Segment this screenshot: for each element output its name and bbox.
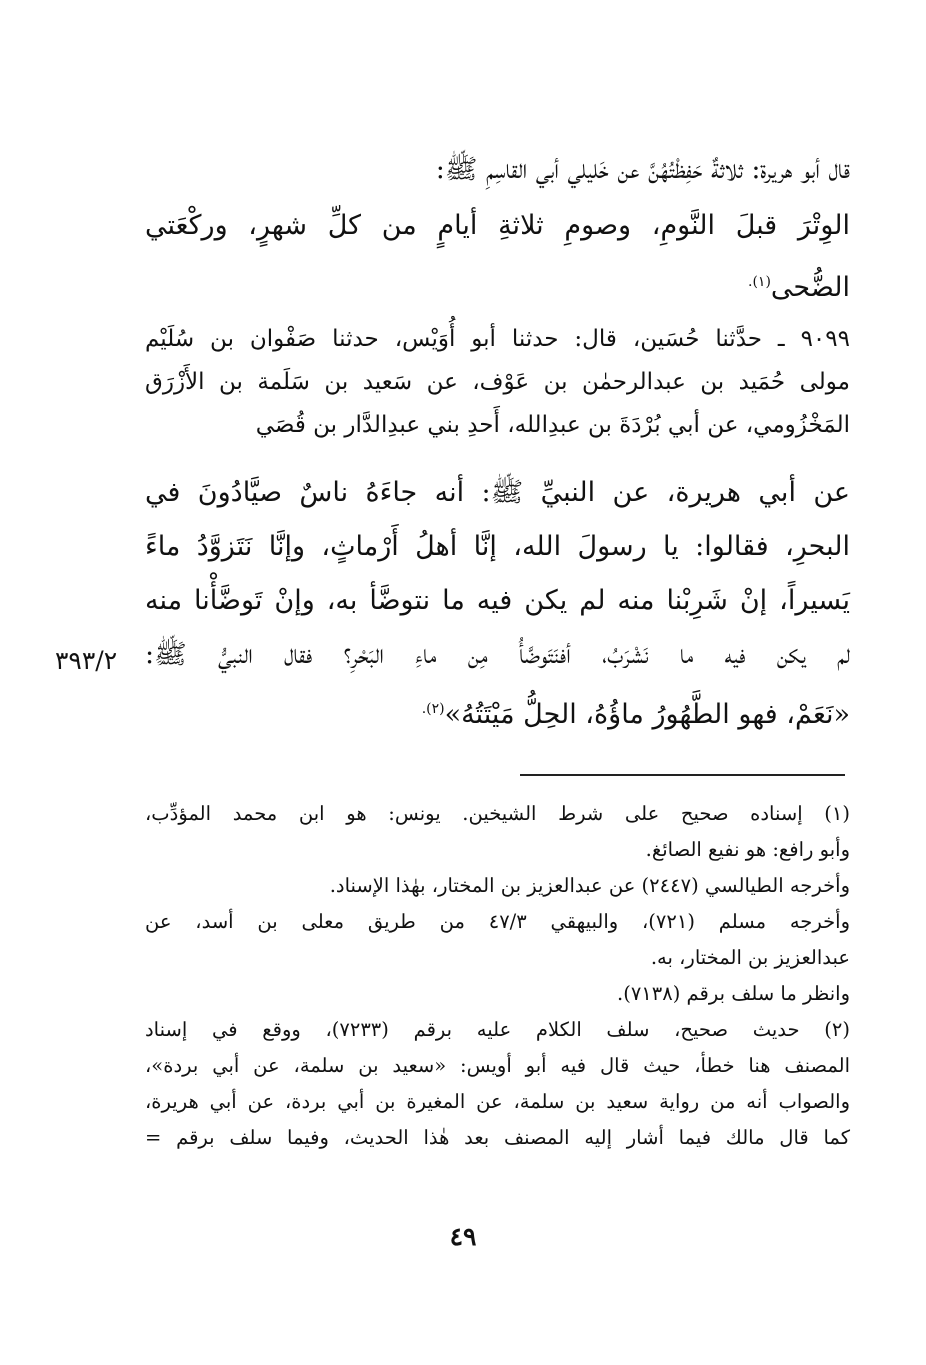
footnote-line: والصواب أنه من رواية سعيد بن سلمة، عن المغيرة بن أبي بردة، عن أبي هريرة، xyxy=(145,1090,850,1113)
footnote-line: (٢) حديث صحيح، سلف الكلام عليه برقم (٧٢٣٣)، ووقع في إسناد xyxy=(145,1018,850,1041)
margin-reference: ٣٩٣/٢ xyxy=(55,646,118,675)
text-line xyxy=(145,254,850,316)
footnote-line: وأبو رافع: هو نفيع الصائغ. xyxy=(645,838,850,861)
text-line: ٩٠٩٩ ـ حدَّثنا حُسَين، قال: حدثنا أبو أُوَيْس، حدثنا صَفْوان بن سُلَيْم xyxy=(145,326,850,352)
hadith-matn-paragraph xyxy=(145,466,850,742)
text-line: مولى حُمَيد بن عبدالرحمٰن بن عَوْف، عن سَعيد بن سَلَمة بن الأَزْرَق xyxy=(145,369,850,395)
text-line: الوِتْرَ قبلَ النَّومِ، وصومِ ثلاثةِ أيامٍ من كلِّ شهرٍ، وركْعَتي xyxy=(145,210,850,241)
text-fragment: «نَعَمْ، فهو الطَّهُورُ ماؤُهُ، الحِلُّ مَيْتَتُهُ» xyxy=(444,699,850,730)
text-line xyxy=(145,682,850,742)
footnote-line: وانظر ما سلف برقم (٧١٣٨). xyxy=(617,982,850,1005)
page-number: ٤٩ xyxy=(449,1222,477,1251)
footnote-line: (١) إسناده صحيح على شرط الشيخين. يونس: هو ابن محمد المؤدِّب، xyxy=(145,802,850,825)
footnote-reference: (١). xyxy=(748,274,771,290)
text-line: قال أبو هريرة: ثلاثةٌ حَفِظْتُهُنَّ عن خَليلي أبي القاسِمِ ﷺ: xyxy=(435,154,850,185)
footnotes-section xyxy=(145,796,850,1156)
footnote-line: وأخرجه الطيالسي (٢٤٤٧) عن عبدالعزيز بن المختار، بهٰذا الإسناد. xyxy=(329,874,850,897)
text-line: عن أبي هريرة، عن النبيِّ ﷺ: أنه جاءَهُ ناسٌ صيَّادُونَ في xyxy=(145,477,850,508)
footnote-line: عبدالعزيز بن المختار، به. xyxy=(650,946,850,969)
footnote-line: المصنف هنا خطأ، حيث قال فيه أبو أويس: «سعيد بن سلمة، عن أبي بردة»، xyxy=(145,1054,850,1077)
text-fragment: الضُّحى xyxy=(770,272,850,303)
text-line: لم يكن فيه ما نَشْرَبُ، أفنَتَوضَّأُ مِن ماءِ البَحْرِ؟ فقال النبيُّ ﷺ: xyxy=(145,639,850,670)
footnote-reference: (٢). xyxy=(421,701,445,717)
text-line: البحرِ، فقالوا: يا رسولَ الله، إنَّا أهلُ أَرْماثٍ، وإنَّا نَتَزوَّدُ ماءً xyxy=(145,531,850,562)
footnote-separator xyxy=(520,774,845,776)
text-line: المَخْزُومي، عن أبي بُرْدَةَ بن عبدِالله، أَحدِ بني عبدِالدَّار بن قُصَي xyxy=(255,412,850,438)
text-line: يَسيراً، إنْ شَرِبْنا منه لم يكن فيه ما نتوضَّأ به، وإنْ تَوضَّأْنا منه xyxy=(145,585,850,616)
hadith-intro-paragraph xyxy=(145,142,850,316)
footnote-line: وأخرجه مسلم (٧٢١)، والبيهقي ٤٧/٣ من طريق معلى بن أسد، عن xyxy=(145,910,851,933)
footnote-line: كما قال مالك فيما أشار إليه المصنف بعد هٰذا الحديث، وفيما سلف برقم = xyxy=(145,1126,850,1149)
hadith-isnad-paragraph xyxy=(145,318,850,447)
